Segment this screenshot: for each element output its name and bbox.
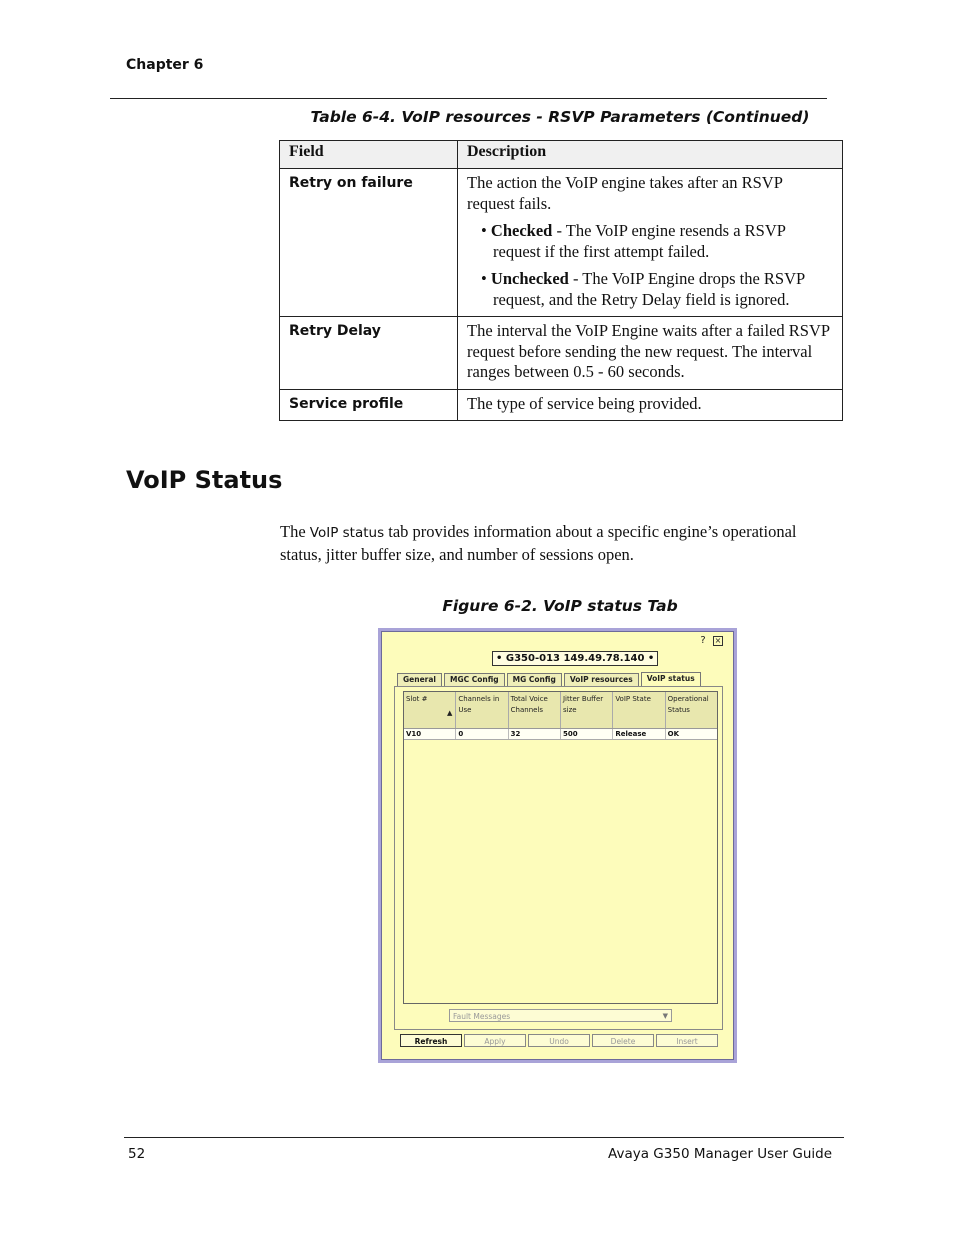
fault-select-value: Fault Messages [453, 1012, 511, 1021]
figure-caption: Figure 6-2. VoIP status Tab [442, 597, 678, 615]
chevron-down-icon: ▼ [662, 1012, 668, 1020]
chapter-label: Chapter 6 [126, 57, 204, 73]
window-panel [381, 631, 734, 1060]
status-grid [403, 691, 718, 1004]
column-header-jitter-buffer-size[interactable]: Jitter Buffer size [561, 692, 613, 728]
table-header-row [280, 141, 843, 169]
undo-button[interactable]: Undo [528, 1034, 590, 1047]
button-bar [400, 1034, 720, 1047]
help-icon[interactable]: ? [700, 635, 706, 646]
tab-general[interactable]: General [397, 673, 442, 686]
cell-operational-status: OK [667, 730, 680, 738]
tab-mg-config[interactable]: MG Config [507, 673, 562, 686]
tab-bar [397, 673, 703, 686]
bullet-text: - The VoIP engine resends a RSVP request if the first attempt failed. [493, 221, 786, 261]
bullet-item: • Checked - The VoIP engine resends a RSVP request if the first attempt failed. [481, 221, 786, 261]
refresh-button[interactable]: Refresh [400, 1034, 462, 1047]
column-header-total-voice-channels[interactable]: Total Voice Channels [509, 692, 561, 728]
table-row [280, 389, 843, 421]
tab-mgc-config[interactable]: MGC Config [444, 673, 505, 686]
close-icon[interactable]: × [714, 636, 722, 645]
tab-voip-resources[interactable]: VoIP resources [564, 673, 639, 686]
tab-voip-status[interactable]: VoIP status [641, 672, 701, 686]
page-number: 52 [128, 1146, 146, 1162]
insert-button[interactable]: Insert [656, 1034, 718, 1047]
description-column-header: Description [458, 141, 843, 169]
rsvp-parameters-table [279, 140, 843, 421]
intro-text: The [280, 522, 310, 541]
window-controls [698, 636, 723, 646]
bullet-text: - The VoIP Engine drops the RSVP request, and the Retry Delay field is ignored. [493, 269, 805, 309]
device-label: • G350-013 149.49.78.140 • [492, 651, 658, 666]
section-heading: VoIP Status [126, 466, 283, 494]
sort-ascending-icon[interactable]: ▲ [446, 708, 453, 717]
column-header-voip-state[interactable]: VoIP State [613, 692, 665, 728]
cell-total-voice-channels: 32 [509, 729, 561, 739]
column-header-operational-status[interactable]: Operational Status [666, 692, 717, 728]
field-cell: Service profile [280, 389, 458, 421]
column-header-channels-in-use[interactable]: Channels in Use [456, 692, 508, 728]
description-text: The action the VoIP engine takes after an RSVP request fails. [467, 173, 783, 213]
voip-status-window [378, 628, 737, 1063]
table-row [280, 169, 843, 317]
intro-paragraph [280, 521, 820, 565]
table-row[interactable] [404, 729, 717, 740]
bullet-term: Unchecked [490, 269, 569, 288]
apply-button[interactable]: Apply [464, 1034, 526, 1047]
cell-slot: V10 [404, 729, 456, 739]
description-cell [458, 169, 843, 317]
column-header-slot[interactable]: Slot # ▲ [404, 692, 456, 728]
delete-button[interactable]: Delete [592, 1034, 654, 1047]
tab-name-reference: VoIP status [309, 525, 385, 541]
fault-messages-select[interactable] [449, 1009, 672, 1022]
table-row [280, 317, 843, 390]
description-cell: The type of service being provided. [458, 389, 843, 421]
description-cell: The interval the VoIP Engine waits after a failed RSVP request before sending the new request. The interval ranges between 0.5 - 60 seconds. [458, 317, 843, 390]
field-cell: Retry Delay [280, 317, 458, 390]
tab-panel [394, 686, 723, 1030]
table-caption: Table 6-4. VoIP resources - RSVP Parameters (Continued) [310, 108, 810, 126]
grid-header-row [404, 692, 717, 729]
bullet-term: Checked [490, 221, 553, 240]
cell-voip-state: Release [613, 729, 665, 739]
header-rule [110, 98, 827, 99]
field-cell: Retry on failure [280, 169, 458, 317]
intro-text: tab provides information about a specific engine’s operational status, jitter buffer size, and number of sessions open. [280, 522, 797, 564]
cell-channels-in-use: 0 [456, 729, 508, 739]
footer-rule [124, 1137, 844, 1138]
field-column-header: Field [280, 141, 458, 169]
footer-title: Avaya G350 Manager User Guide [608, 1146, 832, 1162]
bullet-item: • Unchecked - The VoIP Engine drops the RSVP request, and the Retry Delay field is ignored. [481, 269, 805, 309]
cell-jitter-buffer-size: 500 [561, 729, 613, 739]
